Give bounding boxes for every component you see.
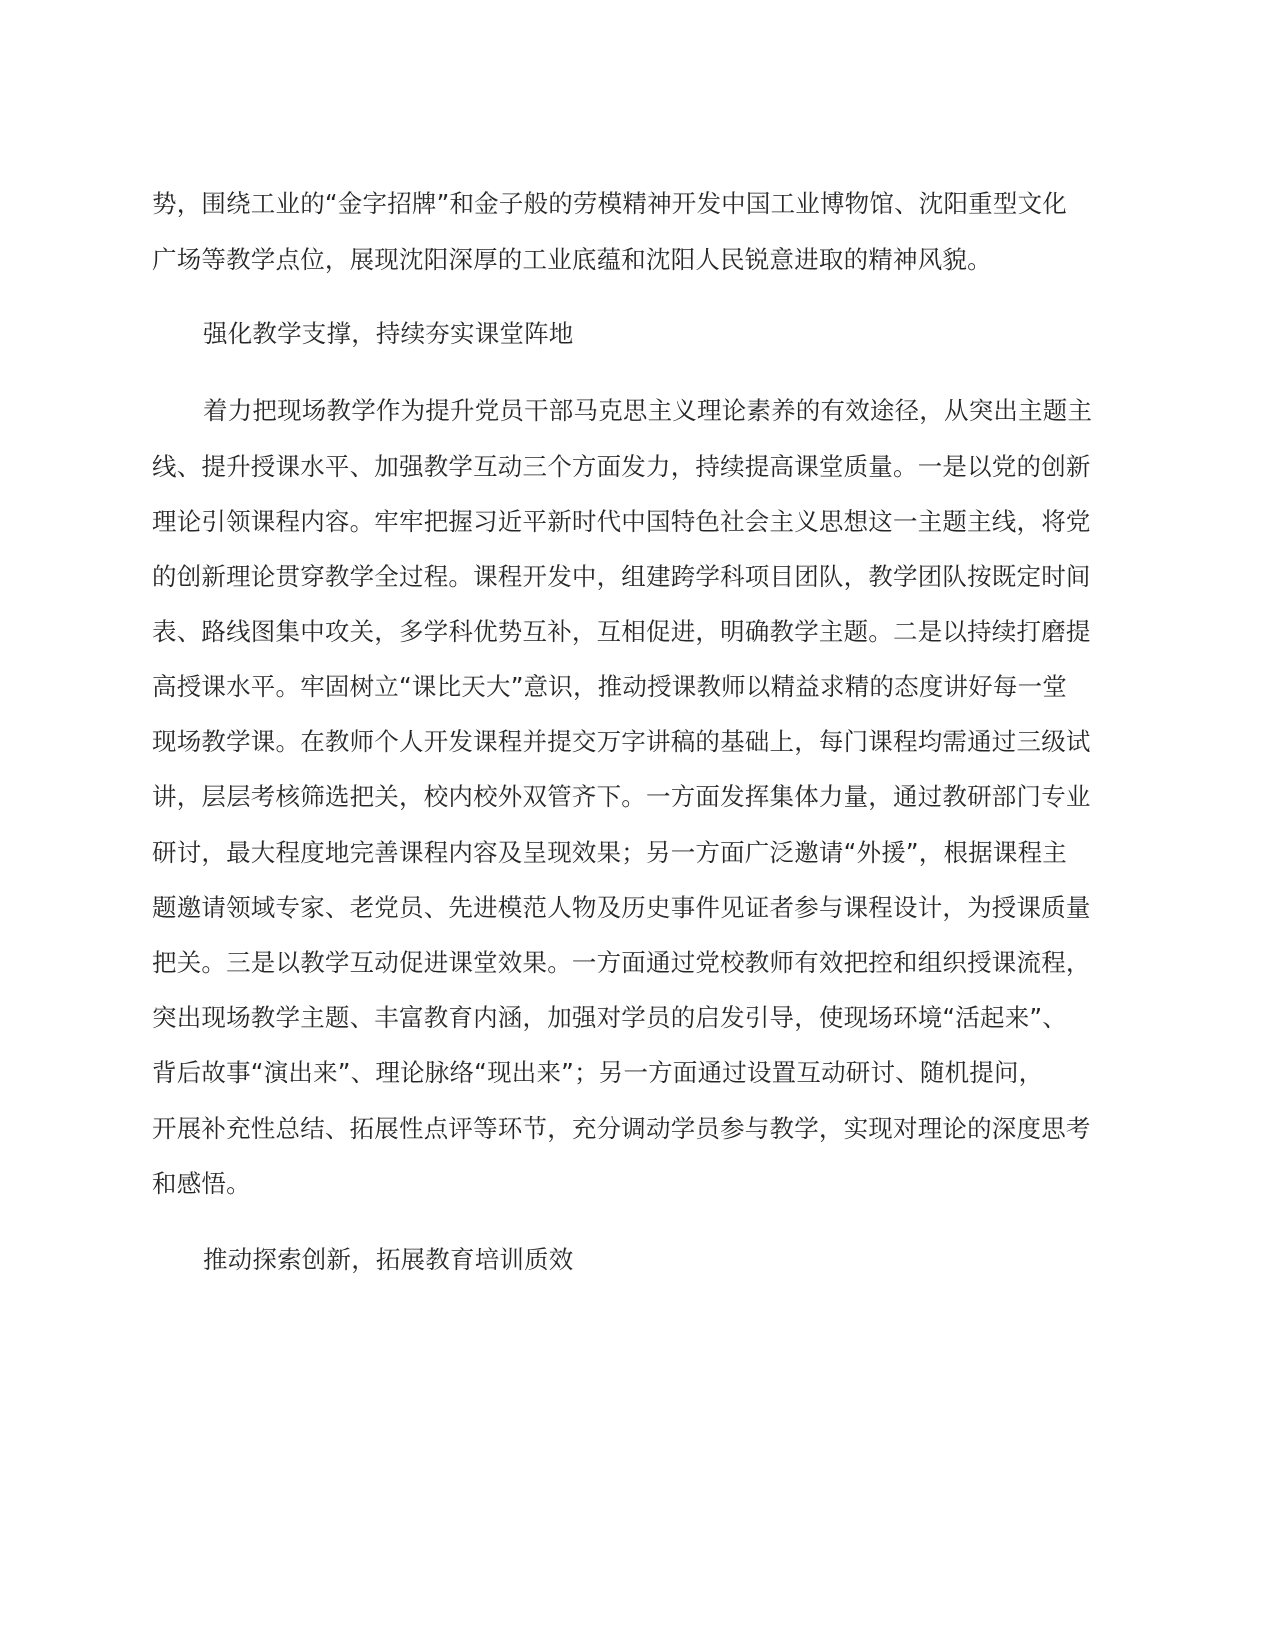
paragraph-line: 突出现场教学主题、丰富教育内涵，加强对学员的启发引导，使现场环境“活起来”、 bbox=[152, 1003, 1067, 1032]
paragraph-line: 研讨，最大程度地完善课程内容及呈现效果；另一方面广泛邀请“外援”，根据课程主 bbox=[152, 838, 1067, 867]
paragraph-line: 广场等教学点位，展现沈阳深厚的工业底蕴和沈阳人民锐意进取的精神风貌。 bbox=[152, 245, 992, 274]
paragraph-line: 题邀请领域专家、老党员、先进模范人物及历史事件见证者参与课程设计，为授课质量 bbox=[152, 893, 1091, 922]
paragraph-line: 把关。三是以教学互动促进课堂效果。一方面通过党校教师有效把控和组织授课流程， bbox=[152, 948, 1091, 977]
paragraph-line: 高授课水平。牢固树立“课比天大”意识，推动授课教师以精益求精的态度讲好每一堂 bbox=[152, 672, 1067, 701]
paragraph-line: 表、路线图集中攻关，多学科优势互补，互相促进，明确教学主题。二是以持续打磨提 bbox=[152, 617, 1091, 646]
paragraph-line: 现场教学课。在教师个人开发课程并提交万字讲稿的基础上，每门课程均需通过三级试 bbox=[152, 727, 1091, 756]
paragraph-line: 和感悟。 bbox=[152, 1169, 251, 1198]
paragraph-line: 势，围绕工业的“金字招牌”和金子般的劳模精神开发中国工业博物馆、沈阳重型文化 bbox=[152, 189, 1067, 218]
paragraph-line: 的创新理论贯穿教学全过程。课程开发中，组建跨学科项目团队，教学团队按既定时间 bbox=[152, 562, 1091, 591]
paragraph-line: 开展补充性总结、拓展性点评等环节，充分调动学员参与教学，实现对理论的深度思考 bbox=[152, 1114, 1091, 1143]
paragraph-line: 背后故事“演出来”、理论脉络“现出来”；另一方面通过设置互动研讨、随机提问， bbox=[152, 1058, 1044, 1087]
section-heading: 推动探索创新，拓展教育培训质效 bbox=[203, 1245, 574, 1274]
section-heading: 强化教学支撑，持续夯实课堂阵地 bbox=[203, 319, 574, 348]
paragraph-line: 着力把现场教学作为提升党员干部马克思主义理论素养的有效途径，从突出主题主 bbox=[203, 396, 1093, 425]
paragraph-line: 讲，层层考核筛选把关，校内校外双管齐下。一方面发挥集体力量，通过教研部门专业 bbox=[152, 782, 1091, 811]
document-page bbox=[152, 0, 1102, 1650]
paragraph-line: 理论引领课程内容。牢牢把握习近平新时代中国特色社会主义思想这一主题主线，将党 bbox=[152, 507, 1091, 536]
paragraph-line: 线、提升授课水平、加强教学互动三个方面发力，持续提高课堂质量。一是以党的创新 bbox=[152, 452, 1091, 481]
